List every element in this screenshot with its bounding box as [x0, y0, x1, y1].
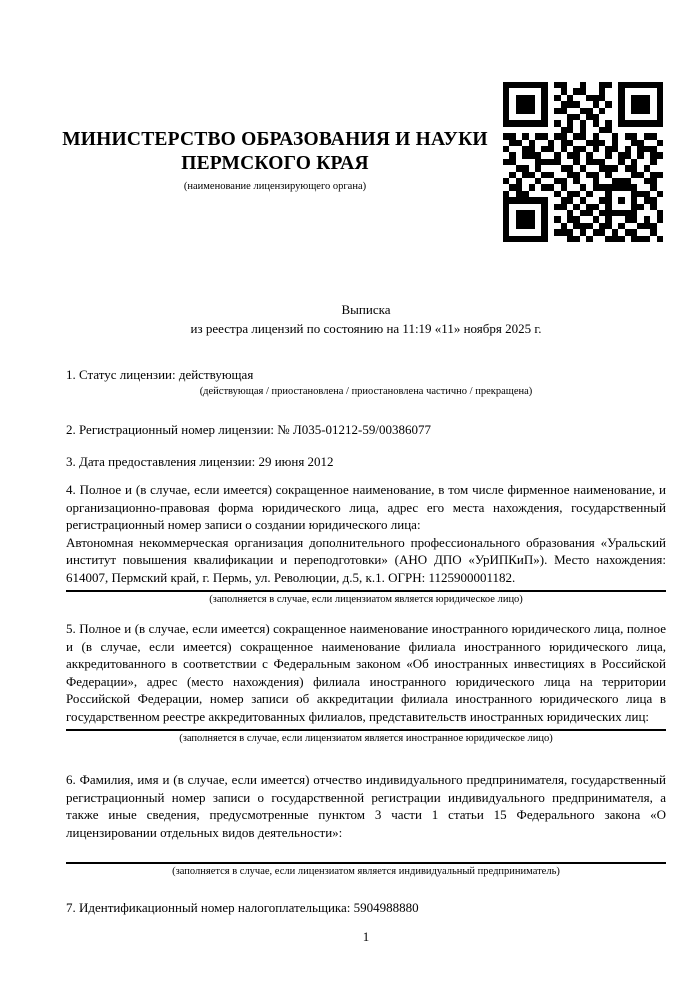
legal-entity-label: 4. Полное и (в случае, если имеется) сокращенное наименование, в том числе фирменное наименование, и организационно-правовая форма юридического лица, адрес его места нахождения, государственный регистрационный номер записи о создании юридического лица: — [66, 482, 666, 532]
foreign-entity-rule — [66, 729, 666, 731]
inn-text: 7. Идентификационный номер налогоплательщика: 5904988880 — [66, 900, 419, 915]
document-subtitle: из реестра лицензий по состоянию на 11:19 «11» ноября 2025 г. — [190, 321, 542, 336]
grant-date-text: 3. Дата предоставления лицензии: 29 июня 2012 — [66, 454, 334, 469]
individual-entrepreneur-rule — [66, 862, 666, 864]
legal-entity-rule — [66, 590, 666, 592]
foreign-entity-label: 5. Полное и (в случае, если имеется) сокращенное наименование иностранного юридического лица, полное и (в случае, если имеется) сокращенное наименование филиала иностранного юридического лица, аккредитованного в соответствии с Федеральным законом «Об иностранных инвестициях в Российской Федерации», адрес (место нахождения) филиала иностранного юридического лица на территории Российской Федерации, номер записи об аккредитации филиала иностранного юридического лица в государственном реестре аккредитованных филиалов, представительств иностранных юридических лиц: — [66, 621, 666, 724]
license-status-caption: (действующая / приостановлена / приостановлена частично / прекращена) — [199, 386, 533, 397]
item-inn — [66, 898, 666, 917]
item-grant-date — [66, 452, 666, 471]
page-number: 1 — [362, 929, 370, 944]
individual-entrepreneur-empty-value — [66, 841, 666, 858]
item-legal-entity — [66, 481, 666, 607]
foreign-entity-caption: (заполняется в случае, если лицензиатом является иностранное юридическое лицо) — [179, 733, 553, 744]
item-registration-number — [66, 420, 666, 439]
licensing-authority-header — [58, 128, 492, 193]
license-status-text: 1. Статус лицензии: действующая — [66, 367, 254, 382]
legal-entity-value: Автономная некоммерческая организация дополнительного профессионального образования «Уральский институт повышения квалификации и переподготовки» (АНО ДПО «УрИПКиП»). Место нахождения: 614007, Пермский край, г. Пермь, ул. Революции, д.5, к.1. ОГРН: 1125900001182. — [66, 534, 666, 585]
item-individual-entrepreneur — [66, 771, 666, 879]
ministry-name-line1: МИНИСТЕРСТВО ОБРАЗОВАНИЯ И НАУКИ — [62, 129, 488, 150]
legal-entity-caption: (заполняется в случае, если лицензиатом является юридическое лицо) — [209, 594, 523, 605]
authority-caption: (наименование лицензирующего органа) — [183, 181, 367, 192]
document-title: Выписка — [341, 302, 391, 317]
individual-entrepreneur-caption: (заполняется в случае, если лицензиатом является индивидуальный предприниматель) — [172, 866, 560, 877]
item-license-status — [66, 365, 666, 399]
individual-entrepreneur-label: 6. Фамилия, имя и (в случае, если имеется) отчество индивидуального предпринимателя, государственный регистрационный номер записи о государственной регистрации индивидуального предпринимателя, а также иные сведения, предусмотренные пунктом 3 части 1 статьи 15 Федерального закона «О лицензировании отдельных видов деятельности»: — [66, 772, 666, 840]
registration-number-text: 2. Регистрационный номер лицензии: № Л035-01212-59/00386077 — [66, 422, 432, 437]
item-foreign-entity — [66, 620, 666, 746]
ministry-name-line2: ПЕРМСКОГО КРАЯ — [181, 153, 369, 174]
document-title-block — [66, 300, 666, 338]
qr-code — [503, 82, 663, 242]
